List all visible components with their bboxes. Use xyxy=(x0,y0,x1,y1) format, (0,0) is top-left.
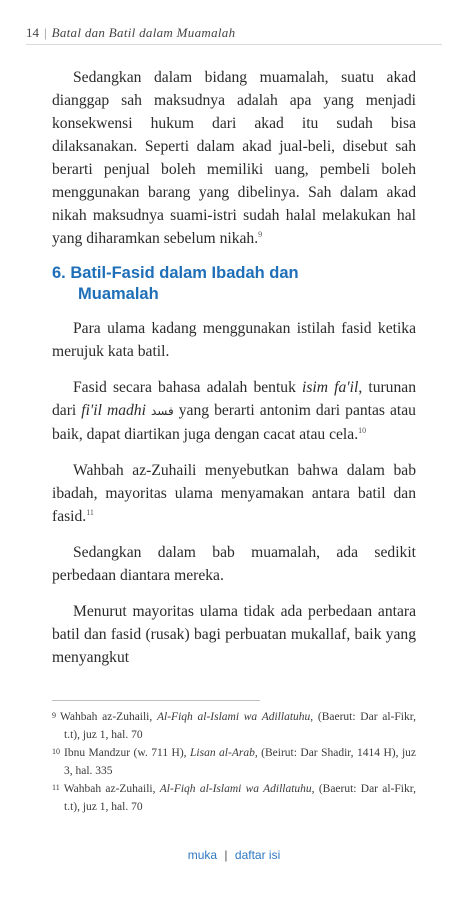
footnote-book-title: Al-Fiqh al-Islami wa Adillatuhu xyxy=(159,783,312,795)
header-divider xyxy=(26,44,442,45)
page-navigation xyxy=(0,848,468,862)
paragraph-zuhaili-ibadah xyxy=(52,459,416,528)
footnote-11 xyxy=(52,780,416,816)
footnote-citation: , (Baerut: Dar al-Fikr, t.t), juz 1, hal. 70 xyxy=(64,783,416,813)
footnote-text: Wahbah az-Zuhaili, xyxy=(60,711,157,723)
footnote-divider xyxy=(52,700,260,701)
paragraph-text-part2: , turunan dari xyxy=(52,379,416,419)
section-heading xyxy=(52,263,416,305)
section-title-line2: Muamalah xyxy=(78,285,159,303)
paragraph-text: Wahbah az-Zuhaili menyebutkan bahwa dalam bab ibadah, mayoritas ulama menyamakan antara batil dan fasid. xyxy=(52,462,416,525)
paragraph-text-part3: yang berarti antonim dari pantas atau baik, dapat diartikan juga dengan cacat atau cela. xyxy=(52,402,416,443)
footnote-number: 10 xyxy=(52,747,60,756)
footnote-text: Ibnu Mandzur (w. 711 H), xyxy=(64,747,191,759)
footnote-citation: , (Baerut: Dar al-Fikr, t.t), juz 1, hal. 70 xyxy=(64,711,416,741)
footnotes xyxy=(52,708,416,816)
table-of-contents-link[interactable]: daftar isi xyxy=(234,848,281,862)
footnote-book-title: Al-Fiqh al-Islami wa Adillatuhu xyxy=(157,711,311,723)
footnote-number: 11 xyxy=(52,783,60,792)
paragraph-text: Menurut mayoritas ulama tidak ada perbedaan antara batil dan fasid (rusak) bagi perbuatan mukallaf, baik yang menyangkut xyxy=(52,603,416,666)
footnote-10 xyxy=(52,744,416,780)
footnote-ref-11[interactable]: 11 xyxy=(86,507,94,517)
arabic-word: فسد xyxy=(150,404,174,418)
nav-separator: | xyxy=(224,848,228,862)
running-header xyxy=(26,22,442,44)
page-number: 14 xyxy=(26,25,39,40)
paragraph-text: Sedangkan dalam bab muamalah, ada sedikit perbedaan diantara mereka. xyxy=(52,544,416,584)
paragraph-mayoritas-ulama xyxy=(52,600,416,669)
paragraph-bab-muamalah xyxy=(52,541,416,587)
paragraph-text: Sedangkan dalam bidang muamalah, suatu akad dianggap sah maksudnya adalah apa yang menjadi konsekwensi hukum dari akad itu sudah bisa dilaksanakan. Seperti dalam akad jual-beli, disebut sah berarti penjual boleh memiliki uang, pembeli boleh menggunakan barang yang dibelinya. Sah dalam akad nikah maksudnya suami-istri sudah halal melakukan hal yang diharamkan sebelum nikah. xyxy=(52,69,416,247)
footnote-citation: , (Beirut: Dar Shadir, 1414 H), juz 3, hal. 335 xyxy=(64,747,416,777)
footnote-ref-10[interactable]: 10 xyxy=(358,425,367,435)
paragraph-ulama-istilah xyxy=(52,317,416,363)
footnote-book-title: Lisan al-Arab xyxy=(190,747,255,759)
paragraph-text-part1: Fasid secara bahasa adalah bentuk xyxy=(73,379,303,396)
footnote-text: Wahbah az-Zuhaili, xyxy=(63,783,160,795)
running-title: Batal dan Batil dalam Muamalah xyxy=(51,25,236,40)
footnote-number: 9 xyxy=(52,711,56,720)
home-link[interactable]: muka xyxy=(187,848,218,862)
paragraph-fasid-bahasa xyxy=(52,376,416,446)
header-separator: | xyxy=(44,25,47,40)
section-title-line1: 6. Batil-Fasid dalam Ibadah dan xyxy=(52,264,299,282)
term-isim-fail: isim fa'il xyxy=(302,379,359,396)
page-body xyxy=(52,66,416,682)
paragraph-text: Para ulama kadang menggunakan istilah fasid ketika merujuk kata batil. xyxy=(52,320,416,360)
footnote-9 xyxy=(52,708,416,744)
term-fiil-madhi: fi'il madhi xyxy=(81,402,146,419)
paragraph-muamalah-sah xyxy=(52,66,416,250)
footnote-ref-9[interactable]: 9 xyxy=(258,229,263,239)
